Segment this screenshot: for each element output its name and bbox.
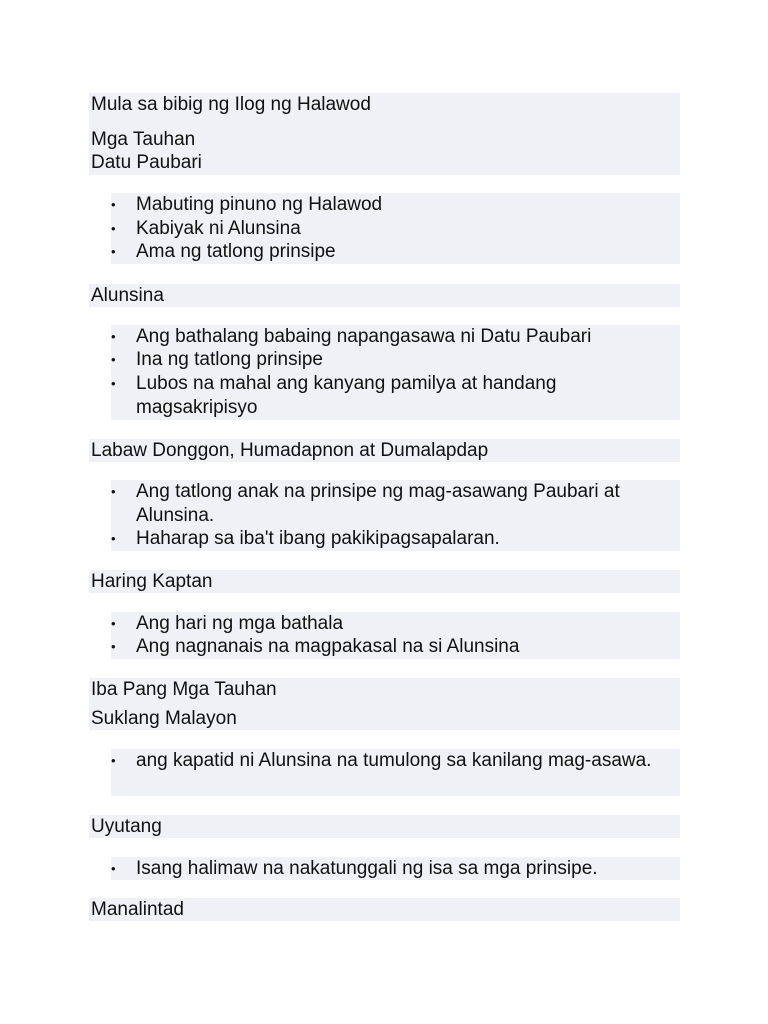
character-heading-block bbox=[89, 284, 680, 307]
character-name-suklang: Suklang Malayon bbox=[91, 708, 237, 729]
character-name-uyutang: Uyutang bbox=[91, 816, 162, 837]
character-name-princes: Labaw Donggon, Humadapnon at Dumalapdap bbox=[91, 440, 489, 461]
bullet-icon: • bbox=[111, 352, 116, 367]
bullet-icon: • bbox=[111, 861, 116, 876]
bullet-icon: • bbox=[111, 753, 116, 768]
trait-list-alunsina: • Ang bathalang babaing napangasawa ni Datu Paubari • Ina ng tatlong prinsipe • Lubos na mahal ang kanyang pamilya at handang magsakripisyo bbox=[111, 325, 680, 420]
bullet-icon: • bbox=[111, 221, 116, 236]
bullet-icon: • bbox=[111, 329, 116, 344]
character-heading-block bbox=[89, 815, 680, 838]
bullet-icon: • bbox=[111, 376, 116, 391]
bullet-icon: • bbox=[111, 616, 116, 631]
other-characters-heading: Iba Pang Mga Tauhan bbox=[91, 679, 277, 700]
section-heading: Mga Tauhan bbox=[91, 129, 196, 150]
character-name-kaptan: Haring Kaptan bbox=[91, 571, 213, 592]
intro-block bbox=[89, 93, 680, 175]
bullet-icon: • bbox=[111, 484, 116, 499]
trait-list-princes: • Ang tatlong anak na prinsipe ng mag-asawang Paubari at Alunsina. • Haharap sa iba't ibang pakikipagsapalaran. bbox=[111, 480, 680, 551]
character-heading-block bbox=[89, 898, 680, 921]
document-title: Mula sa bibig ng Ilog ng Halawod bbox=[91, 94, 371, 115]
bullet-icon: • bbox=[111, 244, 116, 259]
character-heading-block bbox=[89, 570, 680, 593]
trait-list-uyutang: • Isang halimaw na nakatunggali ng isa sa mga prinsipe. bbox=[111, 857, 680, 880]
character-name-paubari: Datu Paubari bbox=[91, 152, 202, 173]
character-name-manalintad: Manalintad bbox=[91, 899, 184, 920]
character-name-alunsina: Alunsina bbox=[91, 285, 164, 306]
trait-list-paubari: • Mabuting pinuno ng Halawod • Kabiyak ni Alunsina • Ama ng tatlong prinsipe bbox=[111, 193, 680, 264]
trait-list-kaptan: • Ang hari ng mga bathala • Ang nagnanais na magpakasal na si Alunsina bbox=[111, 612, 680, 659]
bullet-icon: • bbox=[111, 639, 116, 654]
bullet-icon: • bbox=[111, 531, 116, 546]
character-heading-block bbox=[89, 439, 680, 462]
other-characters-block bbox=[89, 678, 680, 730]
bullet-icon: • bbox=[111, 197, 116, 212]
trait-list-suklang: • ang kapatid ni Alunsina na tumulong sa kanilang mag-asawa. bbox=[111, 749, 680, 796]
